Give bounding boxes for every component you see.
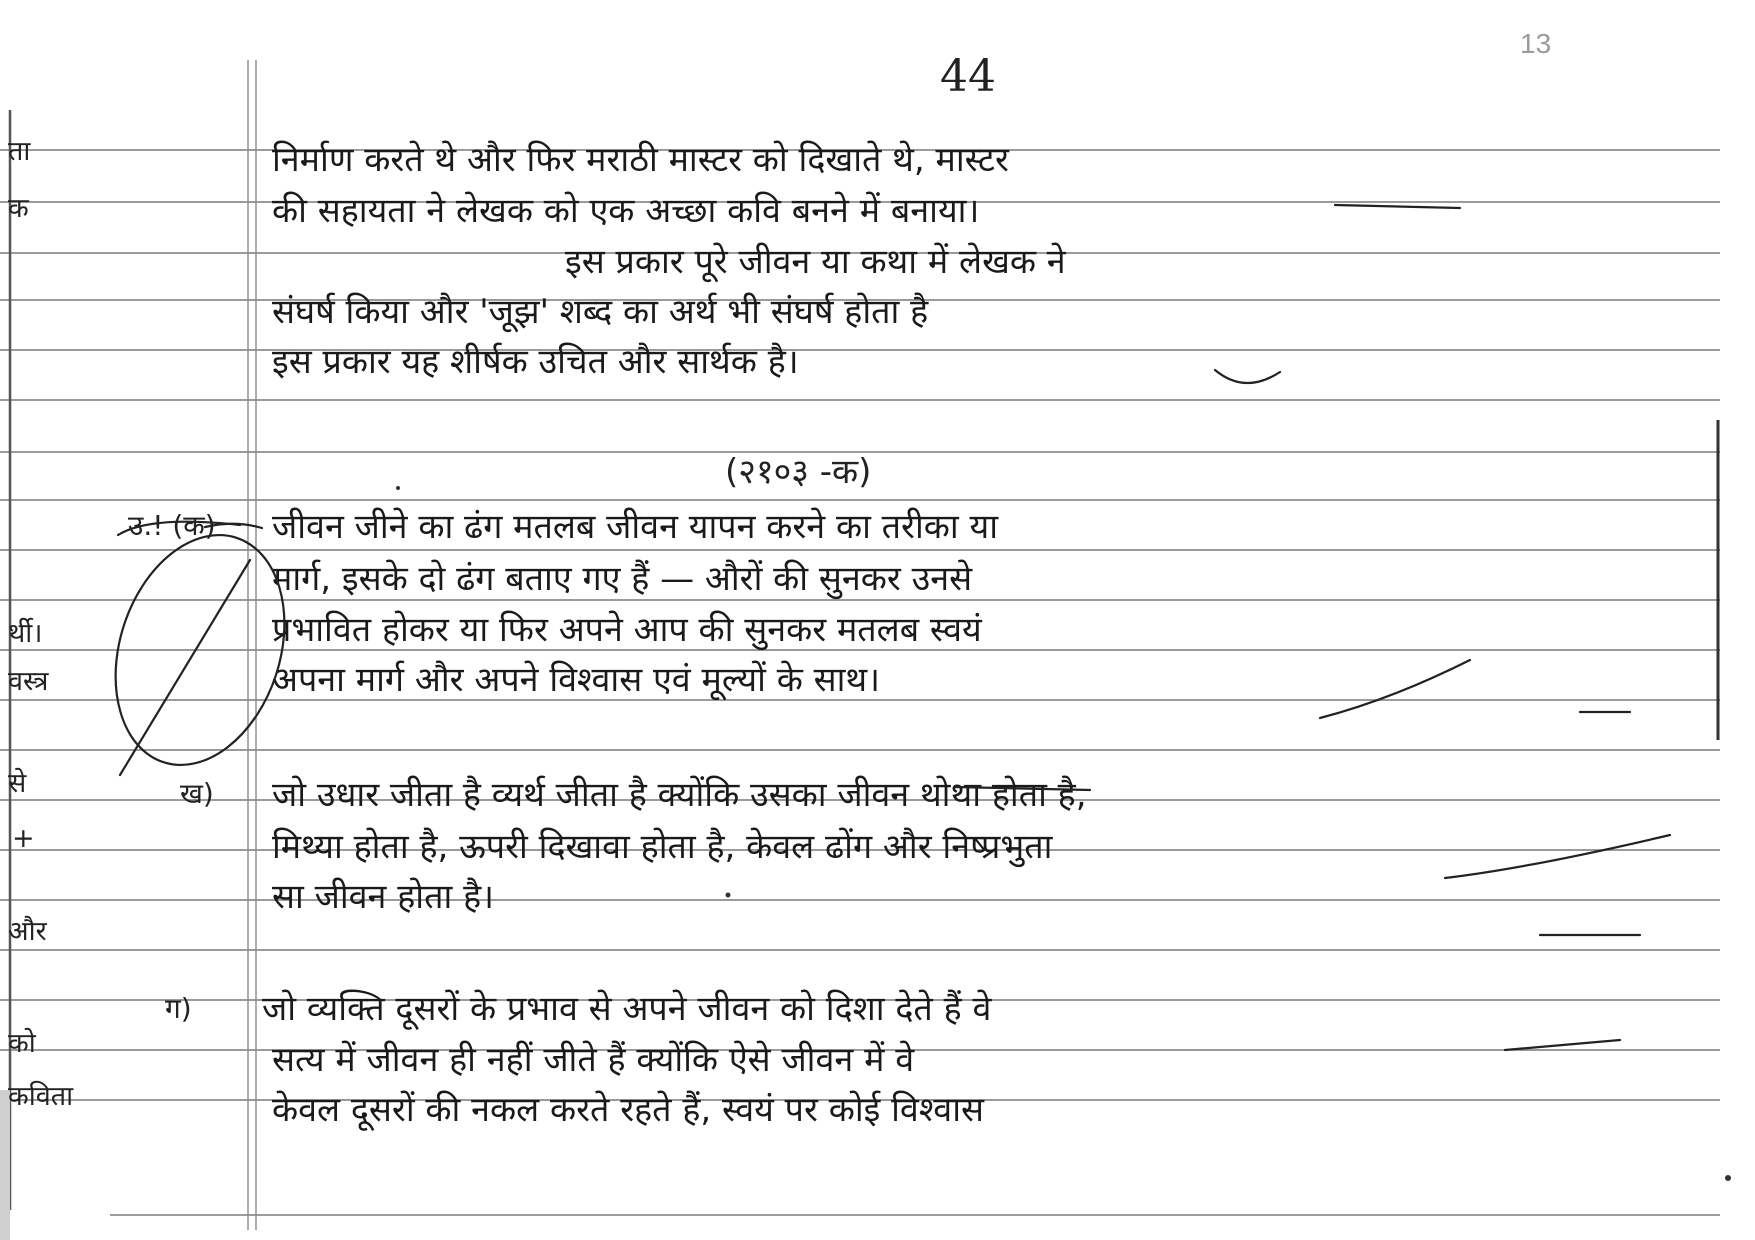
margin-word: से (8, 768, 27, 799)
margin-word: ता (8, 136, 31, 167)
handwritten-line: जो व्यक्ति दूसरों के प्रभाव से अपने जीवन को दिशा देते हैं वे (262, 989, 992, 1029)
margin-word: कविता (8, 1081, 74, 1112)
corner-page-number: 13 (1520, 28, 1552, 59)
handwritten-line: मिथ्या होता है, ऊपरी दिखावा होता है, केवल ढोंग और निष्प्रभुता (272, 827, 1053, 867)
margin-word: + (12, 823, 35, 854)
margin-word: को (8, 1028, 36, 1059)
margin-word: वस्त्र (8, 666, 49, 697)
handwritten-line: निर्माण करते थे और फिर मराठी मास्टर को दिखाते थे, मास्टर (272, 140, 1009, 180)
handwritten-line: सा जीवन होता है। (272, 877, 495, 917)
handwritten-line: जो उधार जीता है व्यर्थ जीता है क्योंकि उसका जीवन थोथा होता है, (272, 775, 1087, 815)
margin-word: और (8, 916, 47, 947)
answer-label: उ.! (क) (128, 509, 216, 542)
handwritten-line: मार्ग, इसके दो ढंग बताए गए हैं — औरों की सुनकर उनसे (272, 559, 973, 599)
margin-word: र्थी। (8, 618, 43, 649)
page-number: 44 (940, 51, 996, 102)
answer-label: ग) (165, 992, 192, 1025)
handwritten-line: केवल दूसरों की नकल करते रहते हैं, स्वयं पर कोई विश्वास (272, 1090, 984, 1130)
handwritten-line: इस प्रकार यह शीर्षक उचित और सार्थक है। (272, 342, 799, 382)
handwritten-line: इस प्रकार पूरे जीवन या कथा में लेखक ने (565, 242, 1066, 282)
handwritten-line: सत्य में जीवन ही नहीं जीते हैं क्योंकि ऐसे जीवन में वे (272, 1040, 915, 1080)
section-reference: (२१०३ -क) (725, 452, 872, 492)
handwritten-line: प्रभावित होकर या फिर अपने आप की सुनकर मतलब स्वयं (272, 610, 982, 650)
answer-label: ख) (180, 777, 214, 810)
handwritten-line: जीवन जीने का ढंग मतलब जीवन यापन करने का तरीका या (272, 507, 999, 547)
handwritten-line: अपना मार्ग और अपने विश्वास एवं मूल्यों के साथ। (272, 660, 881, 700)
handwritten-line: की सहायता ने लेखक को एक अच्छा कवि बनने में बनाया। (272, 191, 980, 231)
margin-word: क (8, 193, 29, 224)
handwritten-line: संघर्ष किया और 'जूझ' शब्द का अर्थ भी संघर्ष होता है (272, 292, 929, 332)
